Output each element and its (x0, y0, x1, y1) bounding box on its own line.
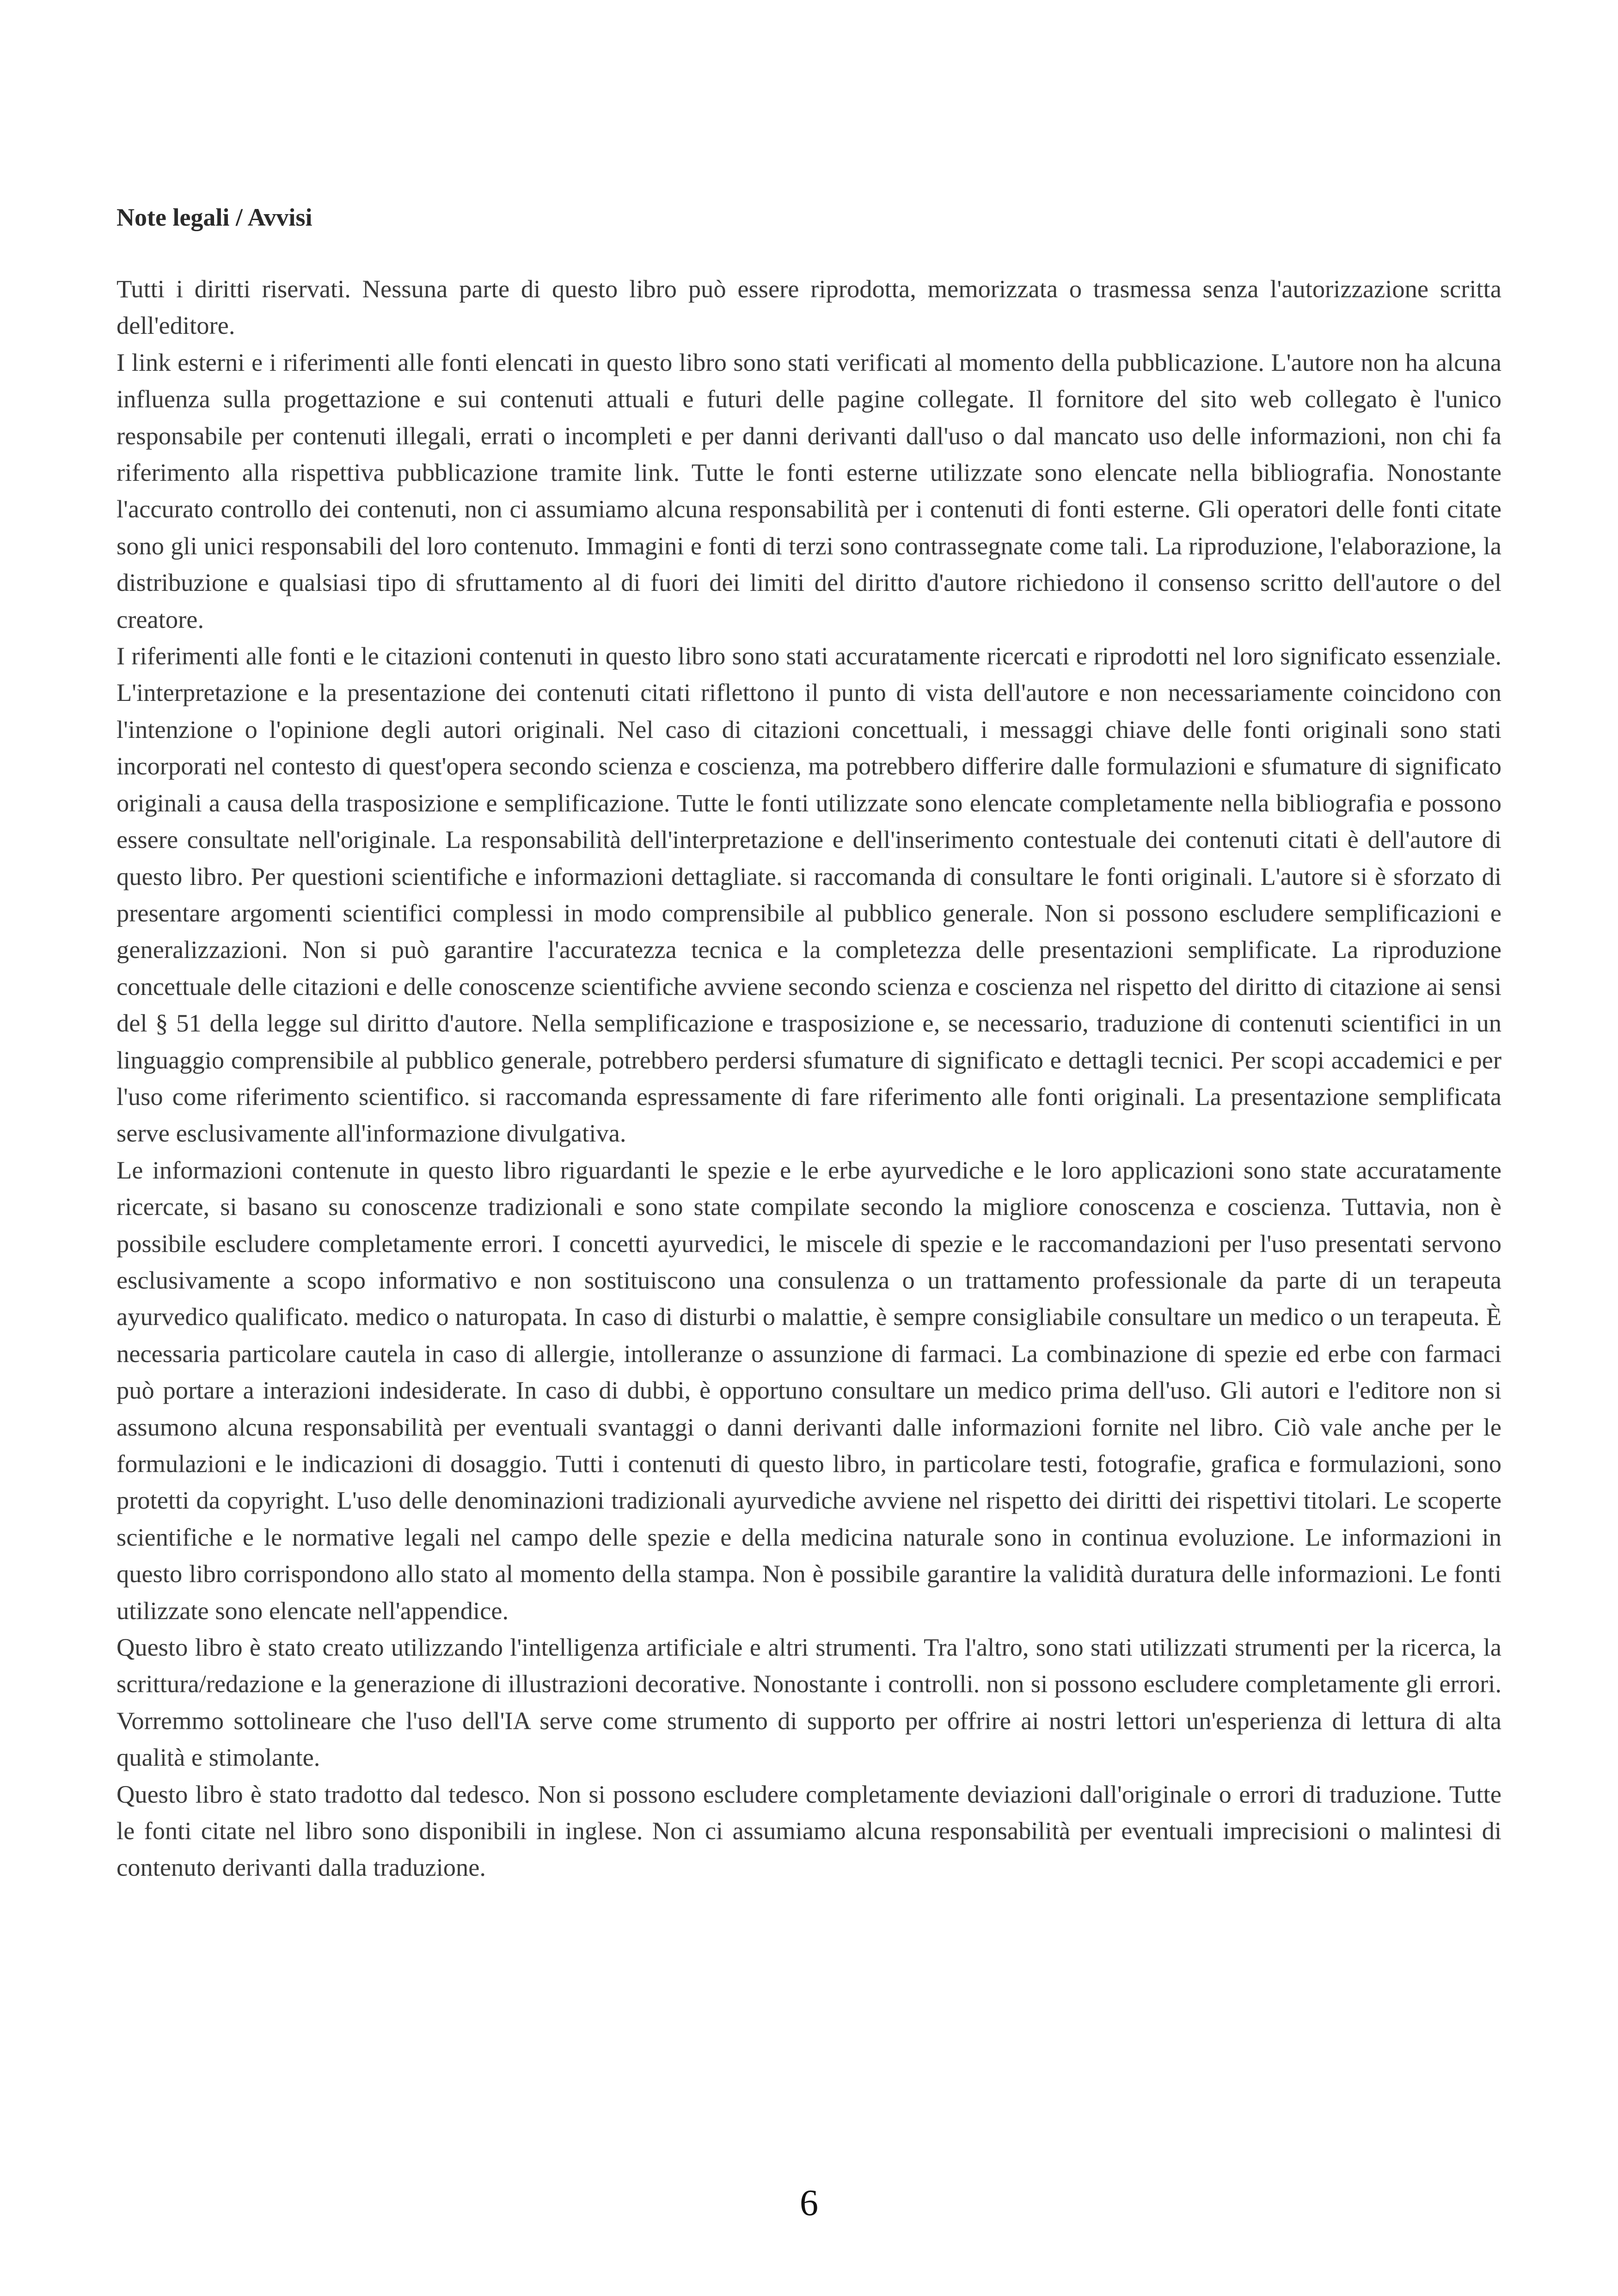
paragraph-citations: I riferimenti alle fonti e le citazioni contenuti in questo libro sono stati accuratamente ricercati e riprodotti nel loro significato essenziale. L'interpretazione e la presentazione dei contenuti citati riflettono il punto di vista dell'autore e non necessariamente coincidono con l'intenzione o l'opinione degli autori originali. Nel caso di citazioni concettuali, i messaggi chiave delle fonti originali sono stati incorporati nel contesto di quest'opera secondo scienza e coscienza, ma potrebbero differire dalle formulazioni e sfumature di significato originali a causa della trasposizione e semplificazione. Tutte le fonti utilizzate sono elencate completamente nella bibliografia e possono essere consultate nell'originale. La responsabilità dell'interpretazione e dell'inserimento contestuale dei contenuti citati è dell'autore di questo libro. Per questioni scientifiche e informazioni dettagliate. si raccomanda di consultare le fonti originali. L'autore si è sforzato di presentare argomenti scientifici complessi in modo comprensibile al pubblico generale. Non si possono escludere semplificazioni e generalizzazioni. Non si può garantire l'accuratezza tecnica e la completezza delle presentazioni semplificate. La riproduzione concettuale delle citazioni e delle conoscenze scientifiche avviene secondo scienza e coscienza nel rispetto del diritto di citazione ai sensi del § 51 della legge sul diritto d'autore. Nella semplificazione e trasposizione e, se necessario, traduzione di contenuti scientifici in un linguaggio comprensibile al pubblico generale, potrebbero perdersi sfumature di significato e dettagli tecnici. Per scopi accademici e per l'uso come riferimento scientifico. si raccomanda espressamente di fare riferimento alle fonti originali. La presentazione semplificata serve esclusivamente all'informazione divulgativa. (116, 642, 1502, 1148)
page-heading: Note legali / Avvisi (116, 203, 313, 231)
paragraph-external-links: I link esterni e i riferimenti alle fonti elencati in questo libro sono stati verificati al momento della pubblicazione. L'autore non ha alcuna influenza sulla progettazione e sui contenuti attuali e futuri delle pagine collegate. Il fornitore del sito web collegato è l'unico responsabile per contenuti illegali, errati o incompleti e per danni derivanti dall'uso o dal mancato uso delle informazioni, non chi fa riferimento alla rispettiva pubblicazione tramite link. Tutte le fonti esterne utilizzate sono elencate nella bibliografia. Nonostante l'accurato controllo dei contenuti, non ci assumiamo alcuna responsabilità per i contenuti di fonti esterne. Gli operatori delle fonti citate sono gli unici responsabili del loro contenuto. Immagini e fonti di terzi sono contrassegnate come tali. La riproduzione, l'elaborazione, la distribuzione e qualsiasi tipo di sfruttamento al di fuori dei limiti del diritto d'autore richiedono il consenso scritto dell'autore o del creatore. (116, 348, 1502, 633)
body-text (116, 270, 1502, 1886)
paragraph-translation-notice: Questo libro è stato tradotto dal tedesco. Non si possono escludere completamente deviazioni dall'originale o errori di traduzione. Tutte le fonti citate nel libro sono disponibili in inglese. Non ci assumiamo alcuna responsabilità per eventuali imprecisioni o malintesi di contenuto derivanti dalla traduzione. (116, 1780, 1502, 1882)
paragraph-rights: Tutti i diritti riservati. Nessuna parte di questo libro può essere riprodotta, memorizzata o trasmessa senza l'autorizzazione scritta dell'editore. (116, 275, 1502, 340)
paragraph-ayurveda-disclaimer: Le informazioni contenute in questo libro riguardanti le spezie e le erbe ayurvediche e le loro applicazioni sono state accuratamente ricercate, si basano su conoscenze tradizionali e sono state compilate secondo la migliore conoscenza e coscienza. Tuttavia, non è possibile escludere completamente errori. I concetti ayurvedici, le miscele di spezie e le raccomandazioni per l'uso presentati servono esclusivamente a scopo informativo e non sostituiscono una consulenza o un trattamento professionale da parte di un terapeuta ayurvedico qualificato. medico o naturopata. In caso di disturbi o malattie, è sempre consigliabile consultare un medico o un terapeuta. È necessaria particolare cautela in caso di allergie, intolleranze o assunzione di farmaci. La combinazione di spezie ed erbe con farmaci può portare a interazioni indesiderate. In caso di dubbi, è opportuno consultare un medico prima dell'uso. Gli autori e l'editore non si assumono alcuna responsabilità per eventuali svantaggi o danni derivanti dalle informazioni fornite nel libro. Ciò vale anche per le formulazioni e le indicazioni di dosaggio. Tutti i contenuti di questo libro, in particolare testi, fotografie, grafica e formulazioni, sono protetti da copyright. L'uso delle denominazioni tradizionali ayurvediche avviene nel rispetto dei diritti dei rispettivi titolari. Le scoperte scientifiche e le normative legali nel campo delle spezie e della medicina naturale sono in continua evoluzione. Le informazioni in questo libro corrispondono allo stato al momento della stampa. Non è possibile garantire la validità duratura delle informazioni. Le fonti utilizzate sono elencate nell'appendice. (116, 1155, 1502, 1625)
paragraph-ai-notice: Questo libro è stato creato utilizzando l'intelligenza artificiale e altri strumenti. Tra l'altro, sono stati utilizzati strumenti per la ricerca, la scrittura/redazione e la generazione di illustrazioni decorative. Nonostante i controlli. non si possono escludere completamente gli errori. Vorremmo sottolineare che l'uso dell'IA serve come strumento di supporto per offrire ai nostri lettori un'esperienza di lettura di alta qualità e stimolante. (116, 1633, 1502, 1772)
page-number: 6 (800, 2183, 818, 2223)
